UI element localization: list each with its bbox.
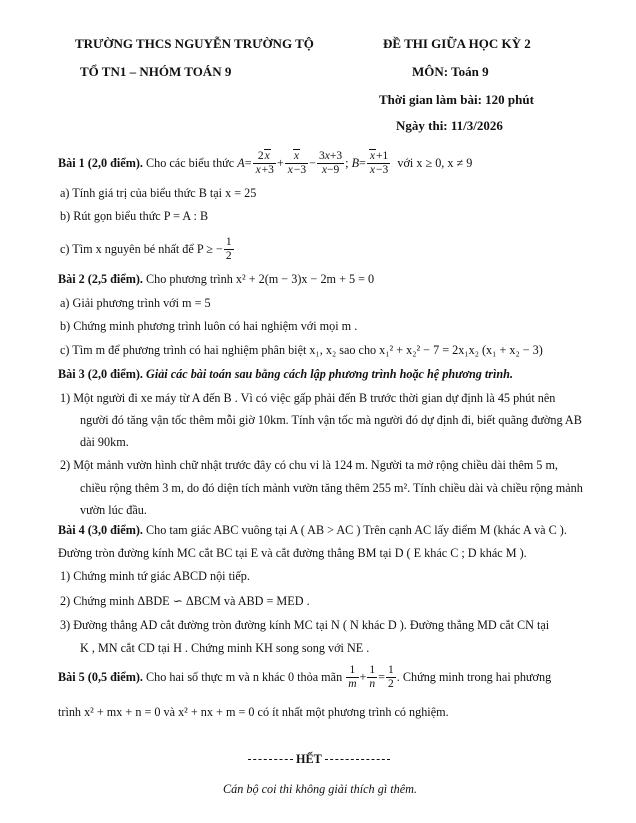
bai5-line2: trình x² + mx + n = 0 và x² + nx + m = 0 có ít nhất một phương trình có nghiệm. [58, 705, 449, 719]
bai2-a: a) Giải phương trình với m = 5 [60, 296, 211, 310]
bai1-c [60, 236, 235, 263]
fraction-b: $\frac{x+1}{x-3}$ [367, 150, 390, 177]
bai2-label: Bài 2 (2,5 điểm). [58, 272, 143, 286]
bai1-condition: với x ≥ 0, x ≠ 9 [397, 156, 473, 170]
fraction-a2: $\frac{x}{x-3}$ [285, 150, 308, 177]
bai3-statement [58, 367, 513, 382]
divider-left [248, 759, 293, 760]
bai4-p1: 1) Chứng minh tứ giác ABCD nội tiếp. [60, 569, 250, 583]
school-name: TRƯỜNG THCS NGUYỄN TRƯỜNG TỘ [75, 36, 314, 51]
bai3-p2-line2: chiều rộng thêm 3 m, do đó diện tích mảnh vườn tăng thêm 255 m². Tính chiều dài và chiều rộng mảnh [80, 481, 583, 495]
subject: MÔN: Toán 9 [412, 64, 489, 79]
bai1-statement: Bài 1 (2,0 điểm). Cho các biểu thức A = $\frac{2x}{x+3}$ + $\frac{x}{x-3}$ − $\frac{3x+3}{x-9}$ ; B = $\frac{x+1}{x-3}$ với x ≥ 0, x ≠ 9 [58, 150, 473, 176]
bai2-c: c) Tìm m để phương trình có hai nghiệm phân biệt x₁, x₂ sao cho x₁² + x₂² − 7 = 2x₁x₂ (x₁ + x₂ − 3) [60, 343, 543, 357]
bai4-p2: 2) Chứng minh ΔBDE ∽ ΔBCM và ABD = MED . [60, 594, 310, 608]
group-name: TỔ TN1 – NHÓM TOÁN 9 [80, 64, 232, 79]
fraction-1m: $\frac{1}{m}$ [348, 664, 357, 690]
footer-note: Cán bộ coi thi không giải thích gì thêm. [223, 782, 417, 796]
bai3-p1-line1: 1) Một người đi xe máy từ A đến B . Vì có việc gấp phải đến B trước thời gian dự định là 45 phút nên [60, 391, 556, 405]
bai4-line1: Cho tam giác ABC vuông tại A ( AB > AC ) Trên cạnh AC lấy điểm M (khác A và C ). [146, 523, 567, 537]
bai4-statement [58, 523, 567, 538]
bai5-line1a: Cho hai số thực m và n khác 0 thỏa mãn [146, 670, 343, 684]
divider-right [325, 759, 390, 760]
end-text: HẾT [296, 752, 322, 766]
bai3-p1-line2: người đó tăng vận tốc thêm mỗi giờ 10km. Tính vận tốc mà người đó dự định đi, biết quãng đường AB [80, 413, 582, 427]
bai5-line1b: . Chứng minh trong hai phương [396, 670, 552, 684]
exam-title: ĐỀ THI GIỮA HỌC KỲ 2 [383, 36, 531, 51]
fraction-1n: $\frac{1}{n}$ [369, 664, 376, 690]
bai2-statement [58, 272, 374, 287]
end-marker [248, 752, 390, 767]
bai4-label: Bài 4 (3,0 điểm). [58, 523, 143, 537]
bai4-p3-line1: 3) Đường thẳng AD cắt đường tròn đường kính MC tại N ( N khác D ). Đường thẳng MD cắt CN tại [60, 618, 550, 632]
bai3-p2-line1: 2) Một mảnh vườn hình chữ nhật trước đây có chu vi là 124 m. Người ta mở rộng chiều dài thêm 5 m, [60, 458, 558, 472]
bai1-intro: Cho các biểu thức [146, 156, 235, 170]
bai4-line2: Đường tròn đường kính MC cắt BC tại E và cắt đường thẳng BM tại D ( E khác C ; D khác M ). [58, 546, 527, 560]
duration: Thời gian làm bài: 120 phút [379, 92, 534, 107]
bai1-a: a) Tính giá trị của biểu thức B tại x = 25 [60, 186, 257, 200]
bai2-intro: Cho phương trình x² + 2(m − 3)x − 2m + 5 = 0 [146, 272, 375, 286]
bai3-p1-line3: dài 90km. [80, 435, 129, 449]
bai3-p2-line3: vườn lúc đầu. [80, 503, 147, 517]
bai3-intro: Giải các bài toán sau bằng cách lập phương trình hoặc hệ phương trình. [146, 367, 513, 381]
bai1-label: Bài 1 (2,0 điểm). [58, 156, 143, 170]
exam-date: Ngày thi: 11/3/2026 [396, 118, 503, 133]
fraction-a3: $\frac{3x+3}{x-9}$ [319, 150, 343, 176]
bai4-p3-line2: K , MN cắt CD tại H . Chứng minh KH song song với NE . [80, 641, 370, 655]
fraction-half: $\frac{1}{2}$ [225, 236, 232, 262]
bai2-b: b) Chứng minh phương trình luôn có hai nghiệm với mọi m . [60, 319, 358, 333]
bai1-b: b) Rút gọn biểu thức P = A : B [60, 209, 209, 223]
bai5-label: Bài 5 (0,5 điểm). [58, 670, 143, 684]
bai3-label: Bài 3 (2,0 điểm). [58, 367, 143, 381]
bai5-statement: Bài 5 (0,5 điểm). Cho hai số thực m và n khác 0 thỏa mãn $\frac{1}{m}$ + $\frac{1}{n}$ = $\frac{1}{2}$ . Chứng minh trong hai phương [58, 664, 552, 690]
bai1-c-text: c) Tìm x nguyên bé nhất để P ≥ − [60, 242, 223, 256]
fraction-a1: $\frac{2x}{x+3}$ [253, 150, 276, 177]
fraction-12: $\frac{1}{2}$ [388, 664, 394, 690]
